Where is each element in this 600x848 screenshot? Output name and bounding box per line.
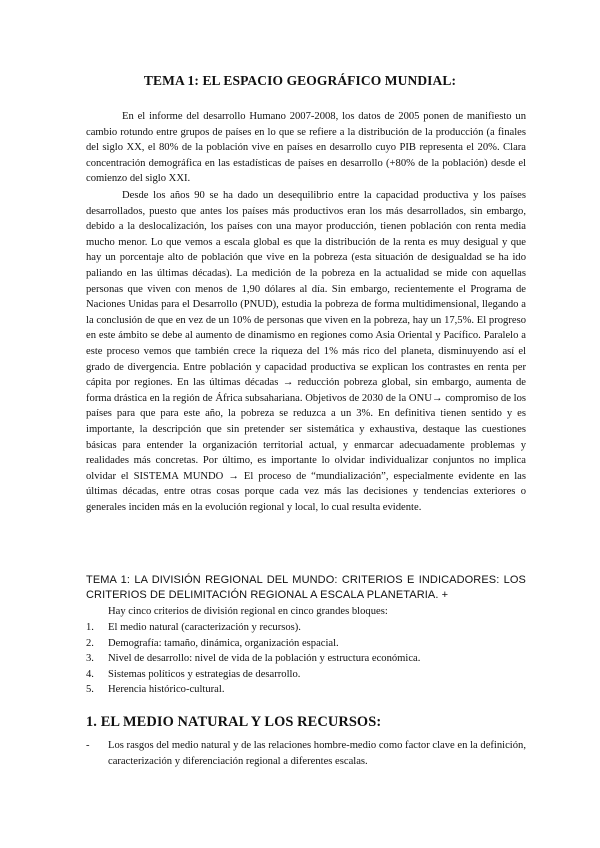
list-item-text: Demografía: tamaño, dinámica, organización espacial. xyxy=(108,637,339,649)
list-item-number: 4. xyxy=(86,668,94,680)
list-item-number: 5. xyxy=(86,684,94,696)
list-item-text: Nivel de desarrollo: nivel de vida de la población y estructura económica. xyxy=(108,653,421,665)
list-item-text: El medio natural (caracterización y recursos). xyxy=(108,622,301,633)
section-heading-medio-natural: 1. EL MEDIO NATURAL Y LOS RECURSOS: xyxy=(86,714,382,730)
list-item-number: 3. xyxy=(86,653,94,665)
list-item xyxy=(86,651,526,667)
list-item-number: 2. xyxy=(86,637,94,649)
tema-subtitle: TEMA 1: LA DIVISIÓN REGIONAL DEL MUNDO: CRITERIOS E INDICADORES: LOS CRITERIOS DE DELIMITACIÓN REGIONAL A ESCALA PLANETARIA. + xyxy=(86,574,526,601)
document-title: TEMA 1: EL ESPACIO GEOGRÁFICO MUNDIAL: xyxy=(143,73,457,88)
criteria-intro: Hay cinco criterios de división regional en cinco grandes bloques: xyxy=(108,606,388,617)
list-item xyxy=(86,682,526,698)
paragraph-desequilibrio: Desde los años 90 se ha dado un desequilibrio entre la capacidad productiva y los países desarrollados, puesto que antes los países más productivos eran los más desarrollados, sin embargo, debido a la deslocalización, los países con una mayor producción, tienen población con renta media mucho menor. Lo que vemos a escala global es que la distribución de la renta es muy desigual y que hay un porcentaje alto de población que vive en la pobreza (esta situación de desigualdad se ha ido paliando en las últimas décadas). La medición de la pobreza en la actualidad se mide con aquellas personas que viven con menos de 1,90 dólares al día. Sin embargo, recientemente el Programa de Naciones Unidas para el Desarrollo (PNUD), estudia la pobreza de forma multidimensional, llegando a la conclusión de que en vez de un 10% de personas que viven en la pobreza, hay un 17,5%. El progreso en este ámbito se debe al aumento de dinamismo en regiones como Asia Oriental y Pacífico. Paralelo a este proceso vemos que también crece la riqueza del 1% más rico del planeta, disminuyendo así el grado de divergencia. Entre población y capacidad productiva se explican los contrastes en renta per cápita por regiones. En las últimas décadas → reducción pobreza global, sin embargo, aumenta de forma drástica en la región de África subsahariana. Objetivos de 2030 de la ONU→ compromiso de los países para que para este año, la pobreza se reduzca a un 3%. En definitiva tienen sentido y es importante, la descripción que sin pretender ser sistemática y exhaustiva, destaque las cuestiones básicas para entender la organización territorial actual, y enmarcar adecuadamente problemas y realidades más concretas. Por último, es importante lo olvidar individualizar conjuntos no implica olvidar el SISTEMA MUNDO → El proceso de “mundialización”, especialmente evidente en las últimas décadas, entre otras cosas porque cada vez más las decisiones y tendencias exteriores o generales inciden más en la evolución regional y local, lo cual resulta evidente. xyxy=(86,190,526,513)
bullet-marker: - xyxy=(86,740,90,751)
paragraph-informe-desarrollo: En el informe del desarrollo Humano 2007-2008, los datos de 2005 ponen de manifiesto un cambio rotundo entre grupos de países en lo que se refiere a la distribución de la producción (a finales del siglo XX, el 80% de la población vive en países en desarrollo cuyo PIB representa el 20%. Clara concentración demográfica en las estadísticas de países en desarrollo (+80% de la población) desde el comienzo del siglo XXI. xyxy=(86,111,526,185)
criteria-list xyxy=(86,620,526,698)
bullet-item xyxy=(86,738,526,769)
list-item xyxy=(86,636,526,652)
list-item xyxy=(86,667,526,683)
list-item xyxy=(86,620,526,636)
bullet-text: Los rasgos del medio natural y de las relaciones hombre-medio como factor clave en la definición, caracterización y diferenciación regional a diferentes escalas. xyxy=(108,740,526,767)
list-item-text: Herencia histórico-cultural. xyxy=(108,684,225,696)
list-item-number: 1. xyxy=(86,622,94,633)
list-item-text: Sistemas políticos y estrategias de desarrollo. xyxy=(108,668,301,680)
